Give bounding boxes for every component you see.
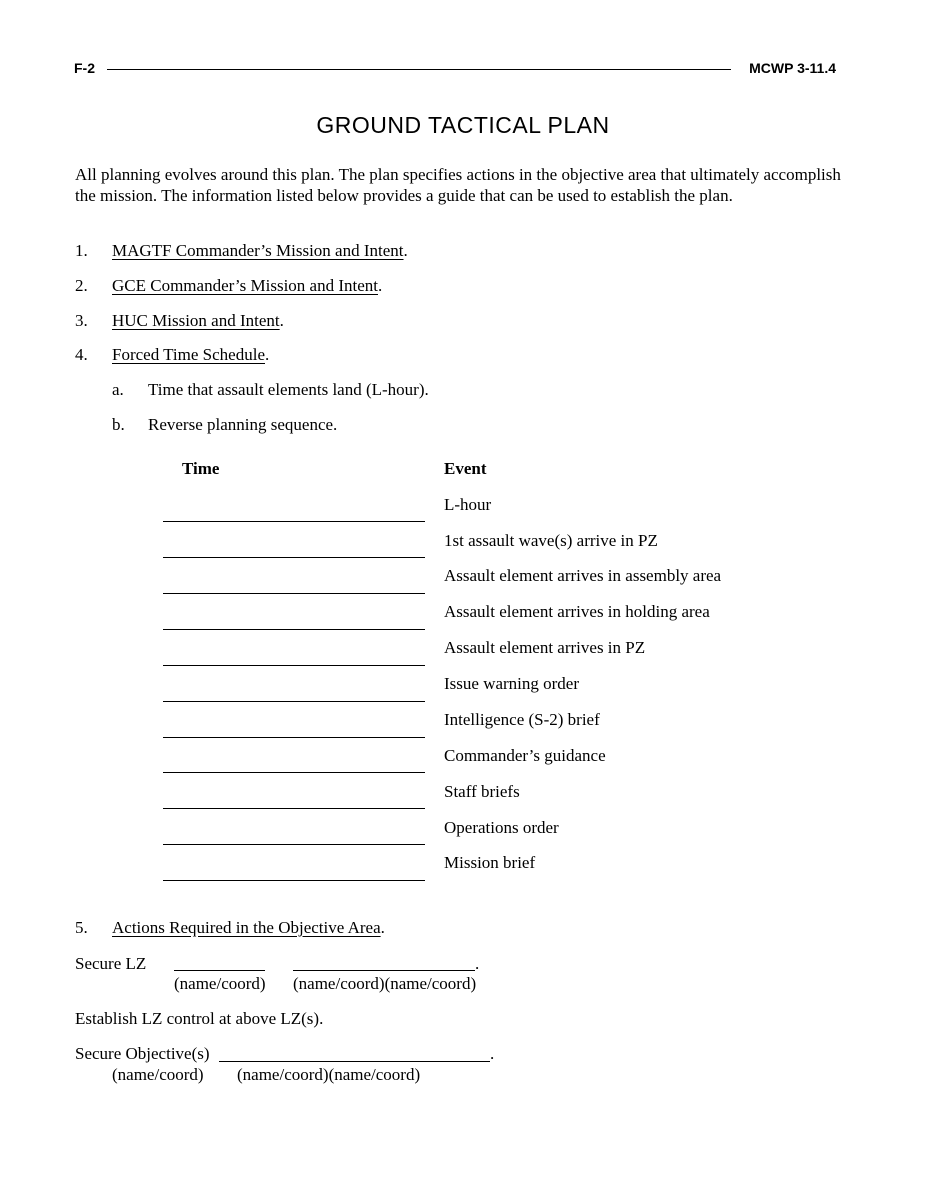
time-blank-line xyxy=(163,808,425,809)
schedule-event: Commander’s guidance xyxy=(444,746,606,765)
schedule-event: Intelligence (S-2) brief xyxy=(444,710,600,729)
item-number: 5. xyxy=(75,918,88,937)
subitem-letter: b. xyxy=(112,415,125,434)
schedule-event: L-hour xyxy=(444,495,492,514)
list-item xyxy=(112,311,284,331)
item-heading: Forced Time Schedule xyxy=(112,345,265,364)
objective-period: . xyxy=(490,1044,495,1063)
document-id: MCWP 3-11.4 xyxy=(749,60,836,76)
time-blank-line xyxy=(163,557,425,558)
time-blank-line xyxy=(163,844,425,845)
lz-blank-1 xyxy=(174,970,265,971)
subitem-letter: a. xyxy=(112,380,124,399)
item-heading: HUC Mission and Intent xyxy=(112,311,280,330)
item-punct: . xyxy=(265,345,270,364)
item-punct: . xyxy=(380,918,385,937)
schedule-event: 1st assault wave(s) arrive in PZ xyxy=(444,531,658,550)
item-punct: . xyxy=(403,241,408,260)
header-rule xyxy=(107,69,731,70)
intro-paragraph: All planning evolves around this plan. The plan specifies actions in the objective area that ultimately accomplish the mission. The information listed below provides a guide that can be used to establish the plan. xyxy=(75,165,841,205)
page-number: F-2 xyxy=(74,60,95,76)
time-blank-line xyxy=(163,593,425,594)
list-item xyxy=(112,918,385,938)
schedule-event: Assault element arrives in assembly area xyxy=(444,566,722,585)
schedule-event: Staff briefs xyxy=(444,782,520,801)
subitem-text: Reverse planning sequence. xyxy=(148,415,338,434)
time-blank-line xyxy=(163,629,425,630)
item-heading: GCE Commander’s Mission and Intent xyxy=(112,276,378,295)
lz-caption-2: (name/coord)(name/coord) xyxy=(293,974,477,993)
list-item xyxy=(112,276,382,296)
schedule-event: Mission brief xyxy=(444,853,536,872)
objective-caption-1: (name/coord) xyxy=(112,1065,204,1084)
lz-blank-2 xyxy=(293,970,475,971)
time-blank-line xyxy=(163,772,425,773)
time-blank-line xyxy=(163,701,425,702)
time-blank-line xyxy=(163,521,425,522)
subitem-text: Time that assault elements land (L-hour). xyxy=(148,380,429,399)
schedule-event: Issue warning order xyxy=(444,674,580,693)
item-punct: . xyxy=(279,311,284,330)
item-number: 2. xyxy=(75,276,88,295)
list-item xyxy=(112,241,408,261)
list-item xyxy=(112,345,269,365)
item-number: 3. xyxy=(75,311,88,330)
event-column-header: Event xyxy=(444,459,487,478)
objective-blank xyxy=(219,1061,490,1062)
item-punct: . xyxy=(378,276,383,295)
lz-caption-1: (name/coord) xyxy=(174,974,266,993)
item-heading: Actions Required in the Objective Area xyxy=(112,918,381,937)
schedule-event: Assault element arrives in PZ xyxy=(444,638,646,657)
time-blank-line xyxy=(163,665,425,666)
schedule-event: Operations order xyxy=(444,818,559,837)
schedule-event: Assault element arrives in holding area xyxy=(444,602,710,621)
item-number: 1. xyxy=(75,241,88,260)
page-title: GROUND TACTICAL PLAN xyxy=(316,112,610,138)
item-number: 4. xyxy=(75,345,88,364)
establish-text: Establish LZ control at above LZ(s). xyxy=(75,1009,324,1028)
time-blank-line xyxy=(163,880,425,881)
time-column-header: Time xyxy=(182,459,220,478)
item-heading: MAGTF Commander’s Mission and Intent xyxy=(112,241,404,260)
lz-period: . xyxy=(475,954,480,973)
secure-objective-label: Secure Objective(s) xyxy=(75,1044,210,1063)
time-blank-line xyxy=(163,737,425,738)
objective-caption-2: (name/coord)(name/coord) xyxy=(237,1065,421,1084)
secure-lz-label: Secure LZ xyxy=(75,954,147,973)
